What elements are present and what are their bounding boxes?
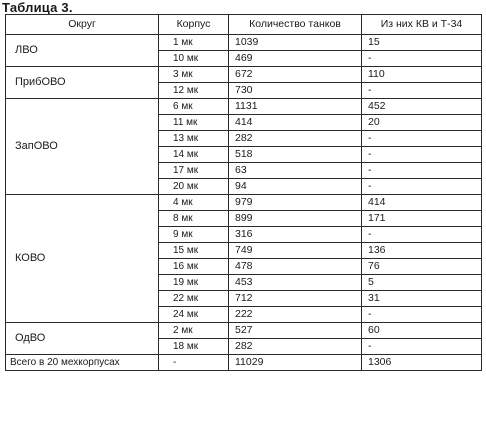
kv-t34-cell: 60 — [362, 323, 482, 339]
kv-t34-cell: 171 — [362, 211, 482, 227]
corps-cell: 13 мк — [159, 131, 229, 147]
tanks-cell: 979 — [229, 195, 362, 211]
corps-cell: 6 мк — [159, 99, 229, 115]
kv-t34-cell: 20 — [362, 115, 482, 131]
tanks-cell: 749 — [229, 243, 362, 259]
table-row — [6, 323, 482, 339]
kv-t34-cell: - — [362, 227, 482, 243]
header-tanks: Количество танков — [229, 15, 362, 35]
tanks-cell: 478 — [229, 259, 362, 275]
corps-cell: 20 мк — [159, 179, 229, 195]
corps-cell: 9 мк — [159, 227, 229, 243]
corps-cell: 4 мк — [159, 195, 229, 211]
corps-cell: 19 мк — [159, 275, 229, 291]
total-tanks-cell: 11029 — [229, 355, 362, 371]
kv-t34-cell: - — [362, 83, 482, 99]
table-row — [6, 99, 482, 115]
corps-cell: 1 мк — [159, 35, 229, 51]
corps-cell: 24 мк — [159, 307, 229, 323]
header-corps: Корпус — [159, 15, 229, 35]
table-caption: Таблица 3. — [2, 0, 73, 15]
header-kv-t34: Из них КВ и Т-34 — [362, 15, 482, 35]
kv-t34-cell: 414 — [362, 195, 482, 211]
tanks-cell: 527 — [229, 323, 362, 339]
corps-cell: 2 мк — [159, 323, 229, 339]
corps-cell: 3 мк — [159, 67, 229, 83]
tanks-cell: 63 — [229, 163, 362, 179]
corps-cell: 15 мк — [159, 243, 229, 259]
district-cell: ПрибОВО — [6, 67, 159, 99]
tanks-cell: 518 — [229, 147, 362, 163]
tanks-cell: 469 — [229, 51, 362, 67]
district-cell: ЛВО — [6, 35, 159, 67]
table-row — [6, 67, 482, 83]
kv-t34-cell: 452 — [362, 99, 482, 115]
kv-t34-cell: - — [362, 51, 482, 67]
total-row — [6, 355, 482, 371]
corps-cell: 18 мк — [159, 339, 229, 355]
corps-cell: 10 мк — [159, 51, 229, 67]
header-row — [6, 15, 482, 35]
kv-t34-cell: 110 — [362, 67, 482, 83]
tanks-cell: 414 — [229, 115, 362, 131]
kv-t34-cell: - — [362, 147, 482, 163]
tanks-cell: 899 — [229, 211, 362, 227]
tanks-cell: 730 — [229, 83, 362, 99]
total-kv-t34-cell: 1306 — [362, 355, 482, 371]
kv-t34-cell: 31 — [362, 291, 482, 307]
district-cell: ОдВО — [6, 323, 159, 355]
tanks-cell: 453 — [229, 275, 362, 291]
kv-t34-cell: - — [362, 307, 482, 323]
kv-t34-cell: - — [362, 131, 482, 147]
table-row — [6, 195, 482, 211]
tanks-cell: 222 — [229, 307, 362, 323]
corps-cell: 12 мк — [159, 83, 229, 99]
tanks-cell: 282 — [229, 131, 362, 147]
tanks-cell: 1039 — [229, 35, 362, 51]
corps-cell: 16 мк — [159, 259, 229, 275]
kv-t34-cell: 76 — [362, 259, 482, 275]
table-row — [6, 35, 482, 51]
kv-t34-cell: 5 — [362, 275, 482, 291]
corps-cell: 14 мк — [159, 147, 229, 163]
tanks-cell: 712 — [229, 291, 362, 307]
kv-t34-cell: - — [362, 179, 482, 195]
corps-cell: 11 мк — [159, 115, 229, 131]
table-body — [6, 35, 482, 371]
kv-t34-cell: - — [362, 339, 482, 355]
header-district: Округ — [6, 15, 159, 35]
tanks-cell: 1131 — [229, 99, 362, 115]
tank-table — [5, 14, 482, 371]
total-corps-cell: - — [159, 355, 229, 371]
tanks-cell: 316 — [229, 227, 362, 243]
corps-cell: 8 мк — [159, 211, 229, 227]
kv-t34-cell: - — [362, 163, 482, 179]
district-cell: КОВО — [6, 195, 159, 323]
tanks-cell: 672 — [229, 67, 362, 83]
kv-t34-cell: 15 — [362, 35, 482, 51]
corps-cell: 22 мк — [159, 291, 229, 307]
tanks-cell: 94 — [229, 179, 362, 195]
kv-t34-cell: 136 — [362, 243, 482, 259]
corps-cell: 17 мк — [159, 163, 229, 179]
district-cell: ЗапОВО — [6, 99, 159, 195]
tanks-cell: 282 — [229, 339, 362, 355]
total-label-cell: Всего в 20 мехкорпусах — [6, 355, 159, 371]
